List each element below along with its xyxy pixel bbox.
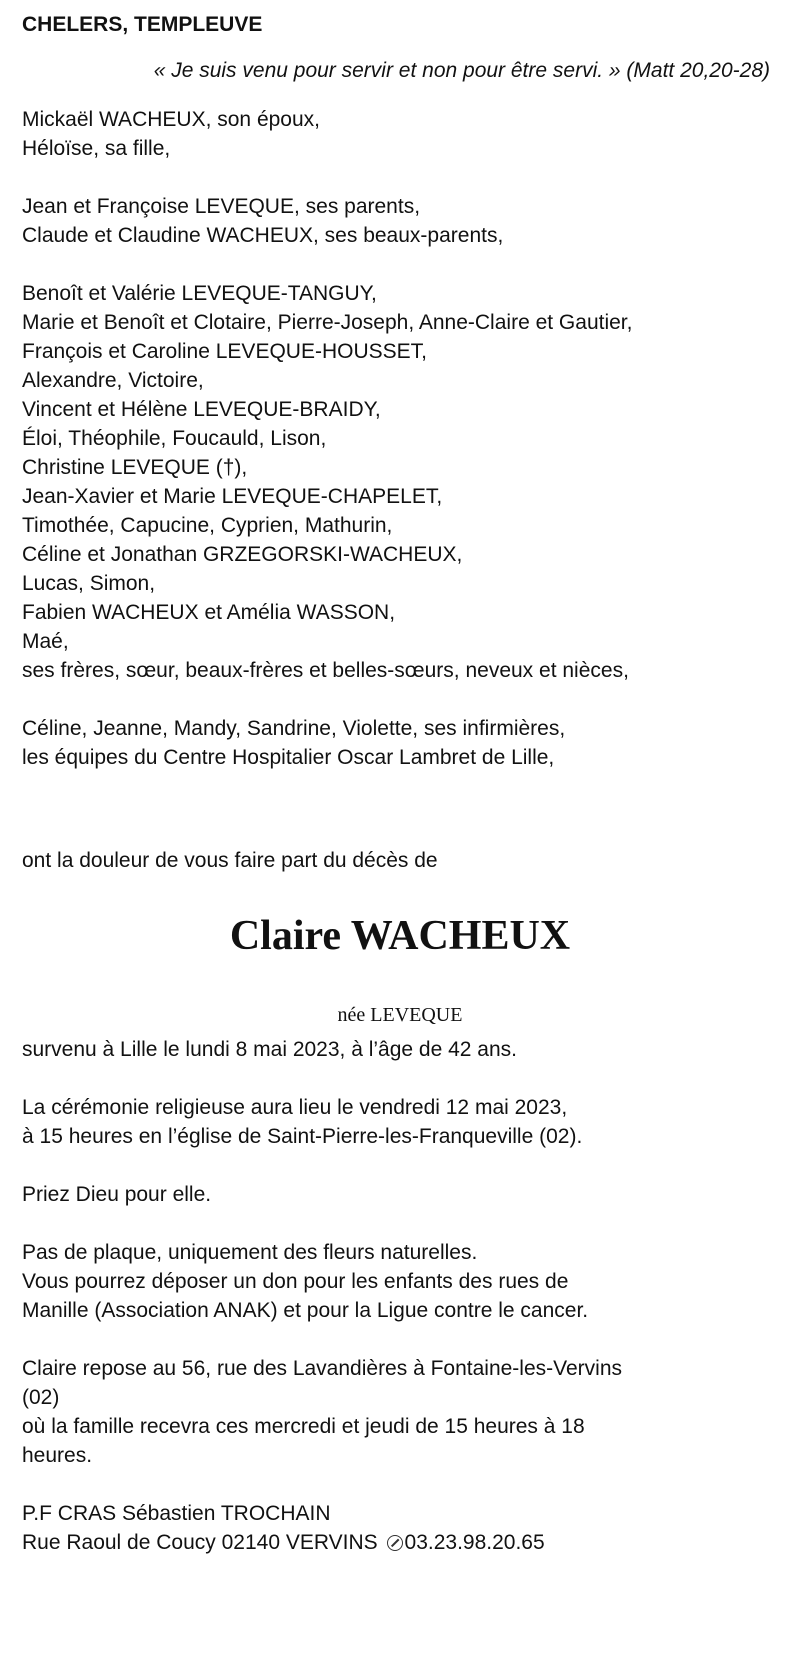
family-line: Benoît et Valérie LEVEQUE-TANGUY,	[22, 282, 377, 305]
family-line: Timothée, Capucine, Cyprien, Mathurin,	[22, 514, 393, 537]
funeral-home-phone: 03.23.98.20.65	[404, 1531, 545, 1554]
deceased-name: Claire WACHEUX	[229, 913, 571, 959]
phone-icon	[387, 1535, 403, 1551]
rest-details	[22, 1354, 778, 1470]
family-line: ses frères, sœur, beaux-frères et belles-sœurs, neveux et nièces,	[22, 659, 629, 682]
family-group-caregivers	[22, 714, 778, 772]
family-line: Héloïse, sa fille,	[22, 137, 171, 160]
family-line: Céline, Jeanne, Mandy, Sandrine, Violette, ses infirmières,	[22, 717, 566, 740]
bible-quote: « Je suis venu pour servir et non pour être servi. » (Matt 20,20-28)	[153, 59, 770, 82]
family-line: Christine LEVEQUE (†),	[22, 456, 248, 479]
family-line: Lucas, Simon,	[22, 572, 156, 595]
family-line: Claude et Claudine WACHEUX, ses beaux-parents,	[22, 224, 504, 247]
rest-line: (02)	[22, 1386, 60, 1409]
announcement-text: ont la douleur de vous faire part du décès de	[22, 849, 438, 872]
family-line: Céline et Jonathan GRZEGORSKI-WACHEUX,	[22, 543, 463, 566]
rest-line: Claire repose au 56, rue des Lavandières à Fontaine-les-Vervins	[22, 1357, 623, 1380]
flowers-line: Pas de plaque, uniquement des fleurs naturelles.	[22, 1241, 478, 1264]
flowers-line: Manille (Association ANAK) et pour la Ligue contre le cancer.	[22, 1299, 589, 1322]
family-line: Fabien WACHEUX et Amélia WASSON,	[22, 601, 396, 624]
ceremony-details	[22, 1093, 778, 1151]
family-line: Éloi, Théophile, Foucauld, Lison,	[22, 427, 327, 450]
family-line: Jean et Françoise LEVEQUE, ses parents,	[22, 195, 421, 218]
family-group-spouse	[22, 105, 778, 163]
family-line: les équipes du Centre Hospitalier Oscar Lambret de Lille,	[22, 746, 555, 769]
funeral-home-contact	[22, 1528, 778, 1557]
flowers-line: Vous pourrez déposer un don pour les enfants des rues de	[22, 1270, 569, 1293]
family-group-siblings	[22, 279, 778, 685]
funeral-home	[22, 1499, 778, 1557]
family-line: François et Caroline LEVEQUE-HOUSSET,	[22, 340, 427, 363]
family-line: Marie et Benoît et Clotaire, Pierre-Joseph, Anne-Claire et Gautier,	[22, 311, 633, 334]
ceremony-line: La cérémonie religieuse aura lieu le vendredi 12 mai 2023,	[22, 1096, 568, 1119]
family-line: Mickaël WACHEUX, son époux,	[22, 108, 320, 131]
funeral-home-address: Rue Raoul de Coucy 02140 VERVINS	[22, 1531, 378, 1554]
maiden-name: née LEVEQUE	[337, 1004, 463, 1026]
rest-line: heures.	[22, 1444, 93, 1467]
death-details: survenu à Lille le lundi 8 mai 2023, à l’âge de 42 ans.	[22, 1038, 517, 1061]
ceremony-line: à 15 heures en l’église de Saint-Pierre-les-Franqueville (02).	[22, 1125, 583, 1148]
family-group-parents	[22, 192, 778, 250]
family-line: Alexandre, Victoire,	[22, 369, 204, 392]
location-heading: CHELERS, TEMPLEUVE	[22, 13, 263, 36]
family-line: Jean-Xavier et Marie LEVEQUE-CHAPELET,	[22, 485, 443, 508]
rest-line: où la famille recevra ces mercredi et jeudi de 15 heures à 18	[22, 1415, 585, 1438]
flowers-details	[22, 1238, 778, 1325]
family-line: Vincent et Hélène LEVEQUE-BRAIDY,	[22, 398, 381, 421]
family-line: Maé,	[22, 630, 69, 653]
prayer-text: Priez Dieu pour elle.	[22, 1183, 212, 1206]
funeral-home-name: P.F CRAS Sébastien TROCHAIN	[22, 1502, 331, 1525]
